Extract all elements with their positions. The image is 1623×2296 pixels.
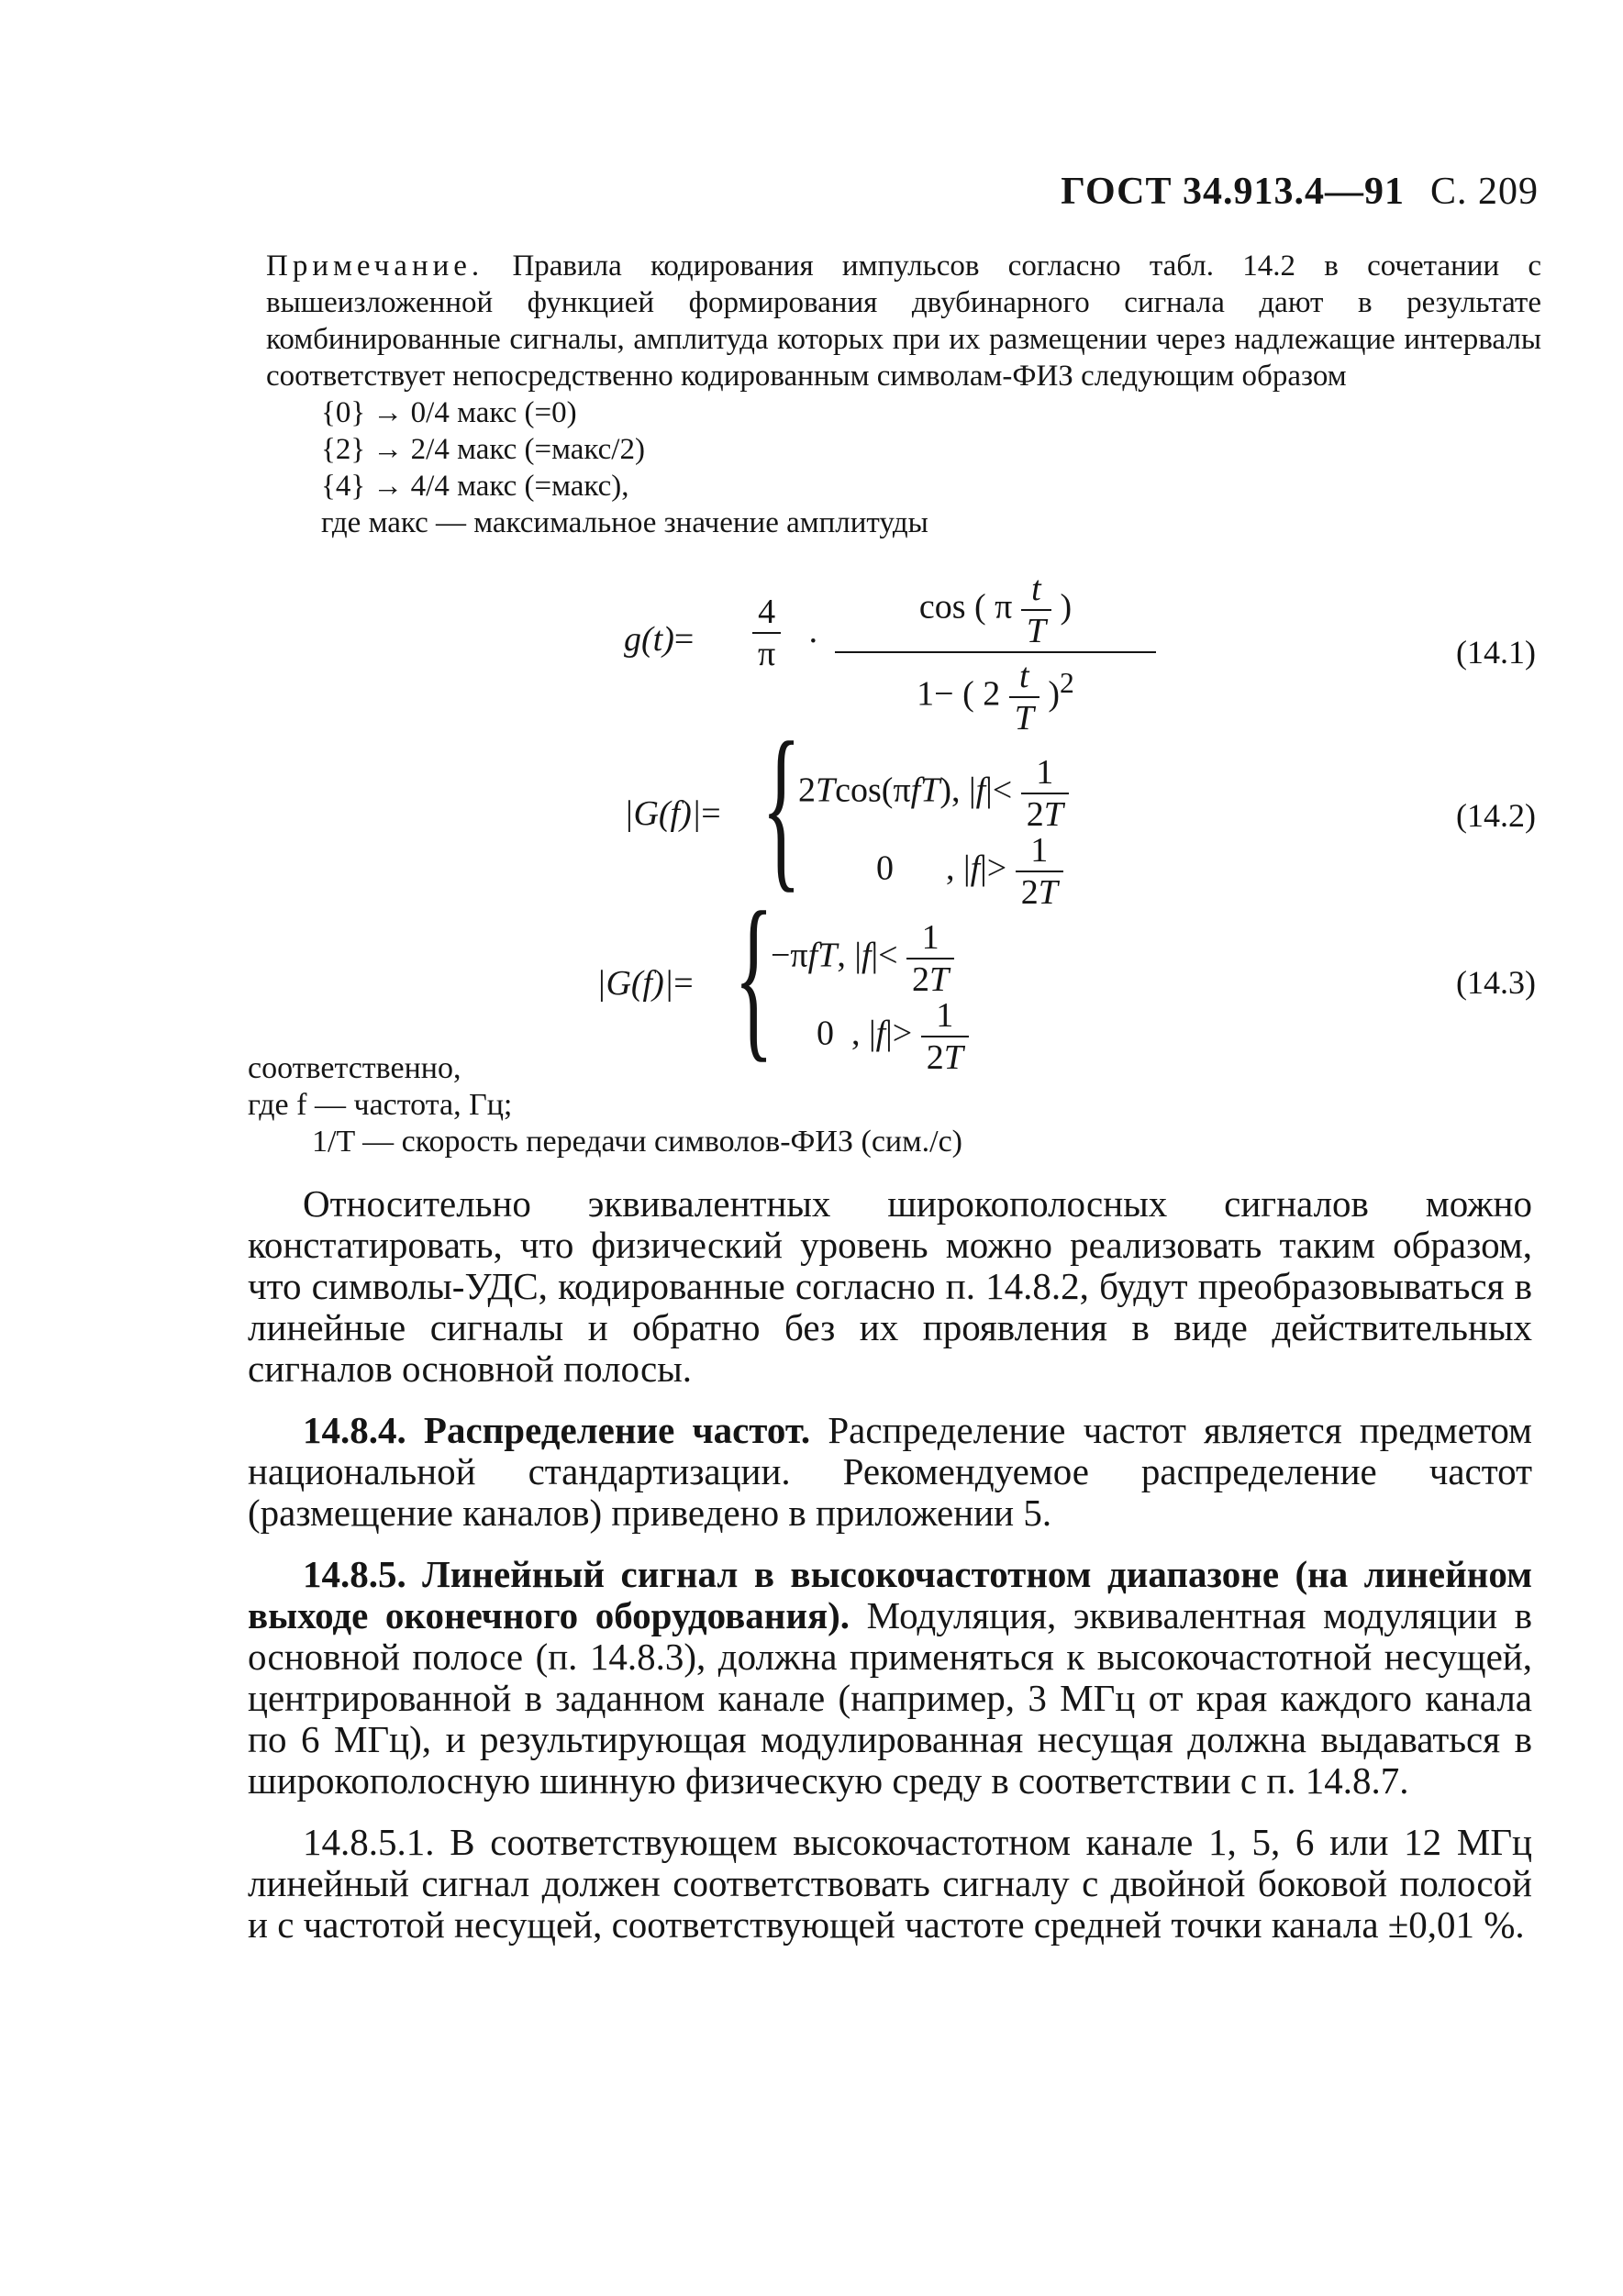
definition-0: соответственно, <box>248 1051 461 1085</box>
paragraph-14-8-5 <box>248 1554 1532 1802</box>
equation-14-3: |G(f)|= { −πfT, |f|< $\frac{1}{2T}$ 0 , |f|> $\frac{1}{2T}$ <box>596 904 1257 1059</box>
mapping-0: {0} → 0/4 макс (=0) <box>321 396 577 429</box>
text-14-8-5: Модуляция, эквивалентная модуляции в основной полосе (п. 14.8.3), должна применяться к высокочастотной несущей, центрированной в заданном канале (например, 3 МГц от края каждого канала по 6 МГц), и результирующая модулированная несущая должна выдаваться в широкополосную шинную физическую среду в соответствии с п. 14.8.7. <box>248 1594 1533 1802</box>
note-block <box>266 248 1541 541</box>
definition-2: 1/T — скорость передачи символов-ФИЗ (сим./с) <box>312 1125 962 1159</box>
equation-number-14-1: (14.1) <box>1456 634 1536 671</box>
equation-14-2: |G(f)|= { 2Tcos(πfT), |f|< $\frac{1}{2T}$ 0 , |f|> $\frac{1}{2T}$ <box>624 738 1284 894</box>
paragraph-equivalent-signals: Относительно эквивалентных широкополосных сигналов можно констатировать, что физический уровень можно реализовать таким образом, что символы-УДС, кодированные согласно п. 14.8.2, будут преобразовываться в линейные сигналы и обратно без их проявления в виде действительных сигналов основной полосы. <box>248 1182 1532 1390</box>
max-definition: где макс — максимальное значение амплитуды <box>321 506 928 539</box>
equation-14-1: g(t)= $\frac{4}{\pi}$ · cos ( π $\frac{t}{T}$ ) 1− ( 2 $\frac{t}{T}$ )$^2$ <box>624 564 1284 729</box>
standard-number: ГОСТ 34.913.4—91 <box>1061 171 1405 213</box>
text-14-8-4: Распределение частот является предметом национальной стандартизации. Рекомендуемое распределение частот (размещение каналов) приведено в приложении 5. <box>248 1409 1532 1534</box>
mapping-1: {2} → 2/4 макс (=макс/2) <box>321 433 645 466</box>
equation-number-14-3: (14.3) <box>1456 964 1536 1001</box>
definitions <box>248 1050 962 1160</box>
main-text <box>248 1183 1532 1966</box>
paragraph-14-8-5-1: 14.8.5.1. В соответствующем высокочастотном канале 1, 5, 6 или 12 МГц линейный сигнал должен соответствовать сигналу с двойной боковой полосой и с частотой несущей, соответствующей частоте средней точки канала ±0,01 %. <box>248 1821 1532 1946</box>
mapping-2: {4} → 4/4 макс (=макс), <box>321 470 629 503</box>
heading-14-8-5: 14.8.5. Линейный сигнал в высокочастотном диапазоне (на линейном выходе оконечного оборудования). <box>248 1553 1532 1636</box>
page-number: С. 209 <box>1429 171 1539 213</box>
note-text: Правила кодирования импульсов согласно табл. 14.2 в сочетании с вышеизложенной функцией формирования двубинарного сигнала дают в результате комбинированные сигналы, амплитуда которых при их размещении через надлежащие интервалы соответствует непосредственно кодированным символам-ФИЗ следующим образом <box>266 250 1542 393</box>
paragraph-14-8-4 <box>248 1410 1532 1534</box>
definition-1: где f — частота, Гц; <box>248 1088 513 1122</box>
page-header <box>1061 170 1539 214</box>
heading-14-8-4: 14.8.4. Распределение частот. <box>303 1409 811 1451</box>
note-label: Примечание. <box>266 250 484 283</box>
equation-number-14-2: (14.2) <box>1456 797 1536 834</box>
